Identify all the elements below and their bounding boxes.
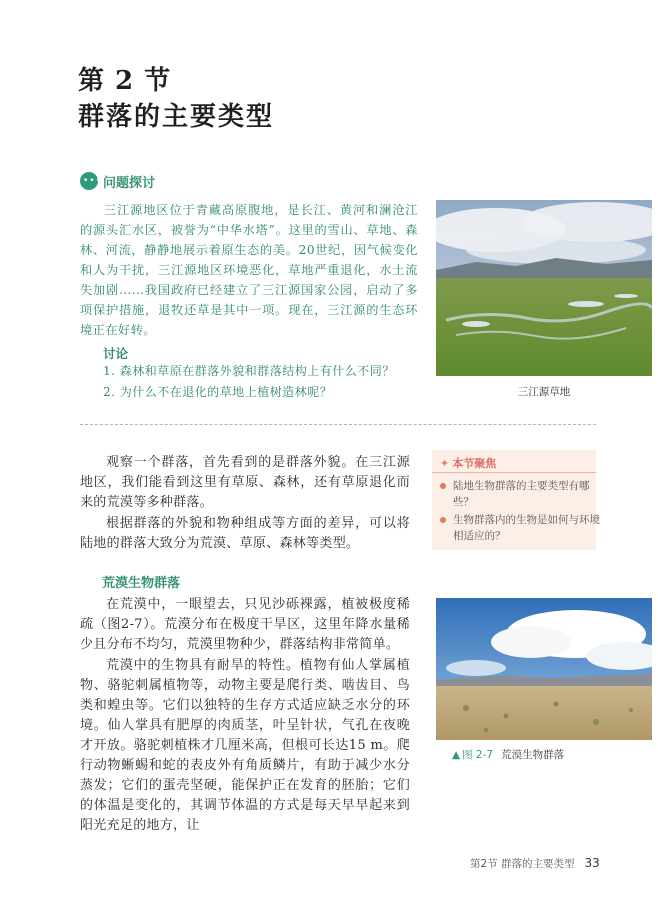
focus-divider [432,472,596,473]
body-paragraph: 荒漠中的生物具有耐旱的特性。植物有仙人掌属植物、骆驼刺属植物等，动物主要是爬行类、啮齿目、鸟类和蝗虫等。它们以独特的生存方式适应缺乏水分的环境。仙人掌具有肥厚的肉质茎，叶呈针状，气孔在夜晚才开放。骆驼刺植株才几厘米高，但根可长达15 m。爬行动物蜥蜴和蛇的表皮外有角质鳞片，有助于减少水分蒸发；它们的蛋壳坚硬，能保护正在发育的胚胎；它们的体温是变化的，其调节体温的方式是每天早早起来到阳光充足的地方，让 [80,658,410,833]
section-divider [80,424,596,425]
problem-discussion-heading: 问题探讨 [103,176,156,191]
sparkle-icon: ✦ [440,457,450,470]
section-number: 第 2 节 [78,66,172,96]
grassland-photo [436,200,652,376]
triangle-icon: ▲ [452,749,461,761]
desert-heading: 荒漠生物群落 [102,576,181,591]
bullet-icon [440,483,446,489]
discussion-question: 1. 森林和草原在群落外貌和群落结构上有什么不同？ [103,364,395,378]
figure-caption: 三江源草地 [517,386,571,398]
focus-item: 陆地生物群落的主要类型有哪些？ [440,478,603,510]
page-footer [470,856,600,871]
problem-discussion-intro: 三江源地区位于青藏高原腹地，是长江、黄河和澜沧江的源头汇水区，被誉为“中华水塔”。这里的雪山、草地、森林、河流，静静地展示着原生态的美。20世纪，因气候变化和人为干扰，三江源地区环境恶化，草地严重退化，水土流失加剧……我国政府已经建立了三江源国家公园，启动了多项保护措施，退牧还草是其中一项。现在，三江源的生态环境正在好转。 [80,203,418,337]
page-title: 群落的主要类型 [78,102,275,132]
page-number: 33 [584,856,600,870]
focus-heading: ✦ 本节聚焦 [440,457,497,470]
section-focus-box [432,450,600,550]
bullet-icon [440,517,446,523]
speech-bubble-icon: ••• [80,172,98,190]
figure-caption: ▲ 图 2-7 荒漠生物群落 [452,749,565,761]
footer-section: 第2节 群落的主要类型 [470,858,575,870]
body-paragraph: 观察一个群落，首先看到的是群落外貌。在三江源地区，我们能看到这里有草原、森林，还有草原退化而来的荒漠等多种群落。 [80,455,410,510]
body-paragraph: 根据群落的外貌和物种组成等方面的差异，可以将陆地的群落大致分为荒漠、草原、森林等类型。 [80,516,410,551]
discussion-question: 2. 为什么不在退化的草地上植树造林呢？ [103,385,333,399]
desert-photo [436,598,652,740]
focus-item: 生物群落内的生物是如何与环境相适应的？ [440,512,603,544]
discussion-label: 讨论 [103,346,129,361]
body-paragraph: 在荒漠中，一眼望去，只见沙砾裸露，植被极度稀疏（图2-7）。荒漠分布在极度干旱区，这里年降水量稀少且分布不均匀，荒漠里物种少，群落结构非常简单。 [80,597,410,652]
